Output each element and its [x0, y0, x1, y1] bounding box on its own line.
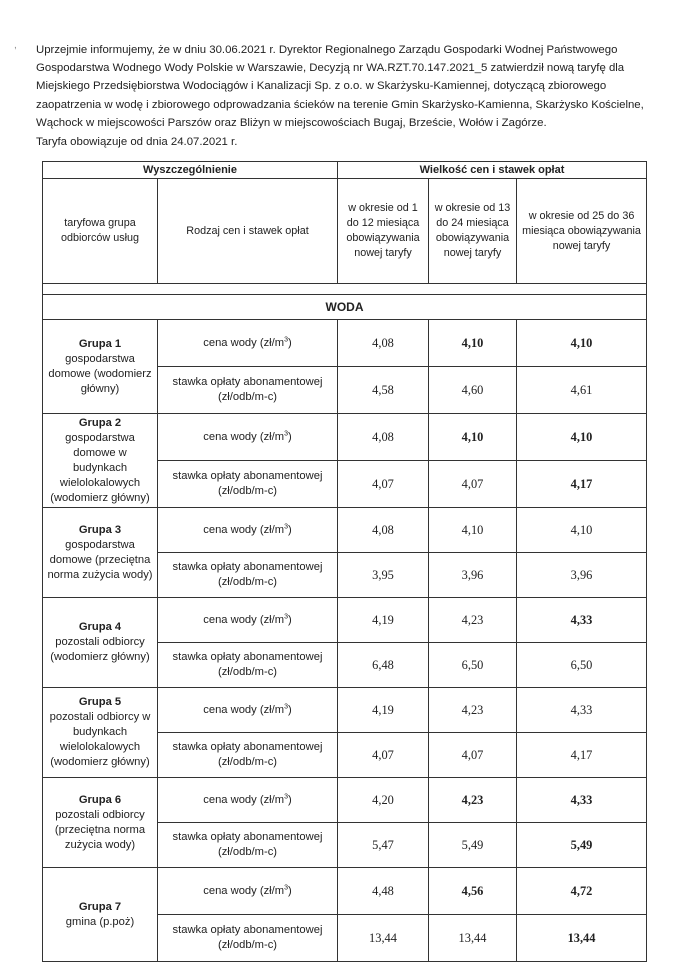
group-name: Grupa 1 [78, 337, 122, 350]
fee-value: 4,58 [338, 367, 429, 414]
fee-value: 5,49 [429, 823, 517, 868]
price-value: 4,19 [338, 688, 429, 733]
group-name: Grupa 5 [78, 696, 122, 708]
group-cell [43, 688, 158, 778]
price-label-exponent: 3 [284, 792, 288, 800]
price-value: 4,10 [517, 414, 647, 461]
price-value: 4,23 [429, 598, 517, 643]
fee-value: 13,44 [429, 915, 517, 962]
group-description: pozostali odbiorcy w budynkach wielolokalowych (wodomierz główny) [49, 711, 151, 768]
group-name: Grupa 3 [78, 523, 122, 536]
table-row [43, 508, 647, 553]
table-row [43, 688, 647, 733]
price-value: 4,33 [517, 598, 647, 643]
price-value: 4,19 [338, 598, 429, 643]
price-label: cena wody $(zł/m^3)$ [158, 508, 338, 553]
group-description: gmina (p.poż) [65, 915, 135, 928]
price-label-text: cena wody (zł/m [203, 884, 285, 897]
price-label-exponent: 3 [284, 702, 288, 710]
fee-label: stawka opłaty abonamentowej (zł/odb/m-c) [158, 733, 338, 778]
fee-value: 6,50 [429, 643, 517, 688]
price-value: 4,10 [429, 508, 517, 553]
price-value: 4,48 [338, 868, 429, 915]
group-cell [43, 868, 158, 962]
fee-label: stawka opłaty abonamentowej (zł/odb/m-c) [158, 367, 338, 414]
fee-value: 4,07 [338, 461, 429, 508]
fee-label: stawka opłaty abonamentowej (zł/odb/m-c) [158, 915, 338, 962]
fee-value: 3,96 [517, 553, 647, 598]
fee-value: 4,07 [429, 733, 517, 778]
table-row [43, 778, 647, 823]
price-label-exponent: 3 [284, 883, 288, 891]
price-value: 4,23 [429, 688, 517, 733]
tariff-table [42, 161, 647, 962]
col-period-3: w okresie od 25 do 36 miesiąca obowiązywania nowej taryfy [517, 179, 647, 284]
group-cell [43, 778, 158, 868]
intro-text: Uprzejmie informujemy, że w dniu 30.06.2021 r. Dyrektor Regionalnego Zarządu Gospodarki Wodnej Państwowego Gospodarstwa Wodnego Wody Polskie w Warszawie, Decyzją nr WA.RZT.70.147.2021_5 zatwierdził nową taryfę dla Miejskiego Przedsiębiorstwa Wodociągów i Kanalizacji Sp. z o.o. w Skarżysku-Kamiennej, dotyczącą zbiorowego zaopatrzenia w wodę i zbiorowego odprowadzania ścieków na terenie Gmin Skarżysko-Kamienna, Skarżysko Kościelne, Wąchock w miejscowości Parszów oraz Bliżyn w miejscowościach Bugaj, Brzeście, Wołów i Zagórze. [36, 44, 644, 129]
group-name: Grupa 7 [78, 900, 122, 913]
section-water: WODA [43, 295, 647, 320]
price-value: 4,72 [517, 868, 647, 915]
group-description: pozostali odbiorcy (wodomierz główny) [50, 636, 150, 663]
price-value: 4,20 [338, 778, 429, 823]
fee-value: 3,95 [338, 553, 429, 598]
fee-value: 4,07 [429, 461, 517, 508]
group-name: Grupa 6 [78, 793, 122, 806]
col-period-1: w okresie od 1 do 12 miesiąca obowiązywania nowej taryfy [338, 179, 429, 284]
price-value: 4,10 [517, 508, 647, 553]
price-value: 4,10 [429, 320, 517, 367]
group-name: Grupa 4 [78, 621, 122, 633]
fee-label: stawka opłaty abonamentowej (zł/odb/m-c) [158, 823, 338, 868]
fee-value: 5,49 [517, 823, 647, 868]
price-label-text: cena wody (zł/m [203, 430, 285, 443]
price-value: 4,33 [517, 778, 647, 823]
fee-value: 13,44 [338, 915, 429, 962]
price-label: cena wody $(zł/m^3)$ [158, 868, 338, 915]
table-row [43, 868, 647, 915]
col-period-2: w okresie od 13 do 24 miesiąca obowiązywania nowej taryfy [429, 179, 517, 284]
group-cell [43, 414, 158, 508]
fee-value: 6,48 [338, 643, 429, 688]
fee-value: 4,60 [429, 367, 517, 414]
price-value: 4,08 [338, 508, 429, 553]
group-cell [43, 320, 158, 414]
table-row [43, 598, 647, 643]
scan-mark: , [14, 40, 17, 51]
price-label-text: cena wody (zł/m [203, 523, 285, 536]
fee-value: 5,47 [338, 823, 429, 868]
fee-value: 3,96 [429, 553, 517, 598]
section-row [43, 295, 647, 320]
price-label: cena wody $(zł/m^3)$ [158, 598, 338, 643]
table-row [43, 414, 647, 461]
price-label: cena wody $(zł/m^3)$ [158, 320, 338, 367]
header-rates: Wielkość cen i stawek opłat [338, 162, 647, 179]
spacer-row [43, 284, 647, 295]
fee-label: stawka opłaty abonamentowej (zł/odb/m-c) [158, 553, 338, 598]
price-label: cena wody $(zł/m^3)$ [158, 414, 338, 461]
col-rate-kind: Rodzaj cen i stawek opłat [158, 179, 338, 284]
fee-label: stawka opłaty abonamentowej (zł/odb/m-c) [158, 643, 338, 688]
price-value: 4,08 [338, 320, 429, 367]
price-label: cena wody $(zł/m^3)$ [158, 688, 338, 733]
price-value: 4,33 [517, 688, 647, 733]
fee-value: 4,61 [517, 367, 647, 414]
price-label-exponent: 3 [284, 612, 288, 620]
fee-value: 4,17 [517, 733, 647, 778]
price-value: 4,08 [338, 414, 429, 461]
price-label-exponent: 3 [284, 522, 288, 530]
fee-value: 13,44 [517, 915, 647, 962]
group-description: pozostali odbiorcy (przeciętna norma zużycia wody) [54, 808, 146, 851]
fee-value: 4,17 [517, 461, 647, 508]
price-label-text: cena wody (zł/m [203, 336, 285, 349]
group-description: gospodarstwa domowe (wodomierz główny) [48, 352, 152, 395]
group-description: gospodarstwa domowe w budynkach wielolokalowych (wodomierz główny) [50, 431, 150, 504]
price-value: 4,10 [517, 320, 647, 367]
table-subheader-row [43, 179, 647, 284]
price-label-text: cena wody (zł/m [203, 613, 285, 626]
group-name: Grupa 2 [78, 416, 122, 429]
effective-date: Taryfa obowiązuje od dnia 24.07.2021 r. [36, 136, 238, 148]
group-cell [43, 598, 158, 688]
price-label-exponent: 3 [284, 429, 288, 437]
col-tariff-group: taryfowa grupa odbiorców usług [43, 179, 158, 284]
table-row [43, 320, 647, 367]
group-description: gospodarstwa domowe (przeciętna norma zużycia wody) [47, 538, 153, 581]
fee-value: 6,50 [517, 643, 647, 688]
header-specification: Wyszczególnienie [43, 162, 338, 179]
fee-value: 4,07 [338, 733, 429, 778]
price-label-text: cena wody (zł/m [203, 793, 285, 806]
price-value: 4,56 [429, 868, 517, 915]
price-label: cena wody $(zł/m^3)$ [158, 778, 338, 823]
table-header-row [43, 162, 647, 179]
spacer-cell [43, 284, 647, 295]
group-cell [43, 508, 158, 598]
price-value: 4,10 [429, 414, 517, 461]
price-value: 4,23 [429, 778, 517, 823]
price-label-text: cena wody (zł/m [203, 703, 285, 716]
price-label-exponent: 3 [284, 335, 288, 343]
intro-paragraph [36, 41, 648, 132]
fee-label: stawka opłaty abonamentowej (zł/odb/m-c) [158, 461, 338, 508]
